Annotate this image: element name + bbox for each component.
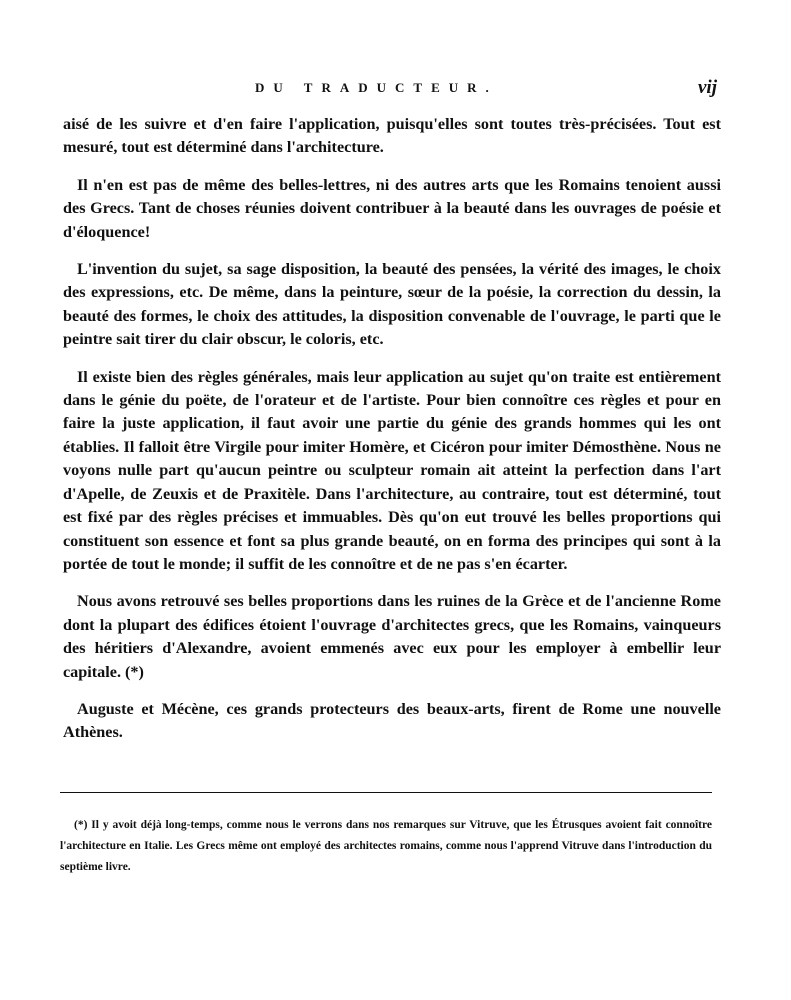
paragraph-5: Nous avons retrouvé ses belles proportions dans les ruines de la Grèce et de l'ancienne Rome dont la plupart des édifices étoient l'ouvrage d'architectes grecs, que les Romains, vainqueurs des héritiers d'Alexandre, avoient emmenés avec eux pour les employer à embellir leur capitale. (*): [63, 592, 721, 681]
body-text: [63, 113, 721, 759]
paragraph-1: aisé de les suivre et d'en faire l'application, puisqu'elles sont toutes très-précisées. Tout est mesuré, tout est déterminé dans l'architecture.: [63, 115, 721, 157]
footnote: (*) Il y avoit déjà long-temps, comme nous le verrons dans nos remarques sur Vitruve, que les Étrusques avoient fait connoître l'architecture en Italie. Les Grecs même ont employé des architectes romains, comme nous l'apprend Vitruve dans l'introduction du septième livre.: [60, 819, 712, 873]
page-number: vij: [698, 77, 717, 98]
running-title: DU TRADUCTEUR.: [255, 80, 498, 95]
paragraph-6: Auguste et Mécène, ces grands protecteurs des beaux-arts, firent de Rome une nouvelle Athènes.: [63, 699, 721, 742]
paragraph-3: L'invention du sujet, sa sage disposition, la beauté des pensées, la vérité des images, le choix des expressions, etc. De même, dans la peinture, sœur de la poésie, la correction du dessin, la beauté des formes, le choix des attitudes, la disposition convenable de l'ouvrage, le parti que le peintre sait tirer du clair obscur, le coloris, etc.: [63, 260, 721, 349]
running-head: [0, 77, 791, 102]
paragraph-4: Il existe bien des règles générales, mais leur application au sujet qu'on traite est entièrement dans le génie du poëte, de l'orateur et de l'artiste. Pour bien connoître ces règles et pour en faire la juste application, il faut avoir une partie du génie des grands hommes qui les ont établies. Il falloit être Virgile pour imiter Homère, et Cicéron pour imiter Démosthène. Nous ne voyons nulle part qu'aucun peintre ou sculpteur romain ait atteint la perfection dans l'art d'Apelle, de Zeuxis et de Praxitèle. Dans l'architecture, au contraire, tout est déterminé, tout est fixé par des règles précises et immuables. Dès qu'on eut trouvé les belles proportions qui constituent son essence et font sa plus grande beauté, on en forma des principes qui sont à la portée de tout le monde; il suffit de les connoître et de ne pas s'en écarter.: [63, 367, 721, 573]
footnote-rule: [60, 792, 712, 793]
paragraph-2: Il n'en est pas de même des belles-lettres, ni des autres arts que les Romains tenoient aussi des Grecs. Tant de choses réunies doivent contribuer à la beauté dans les ouvrages de poésie et d'éloquence!: [63, 175, 721, 241]
